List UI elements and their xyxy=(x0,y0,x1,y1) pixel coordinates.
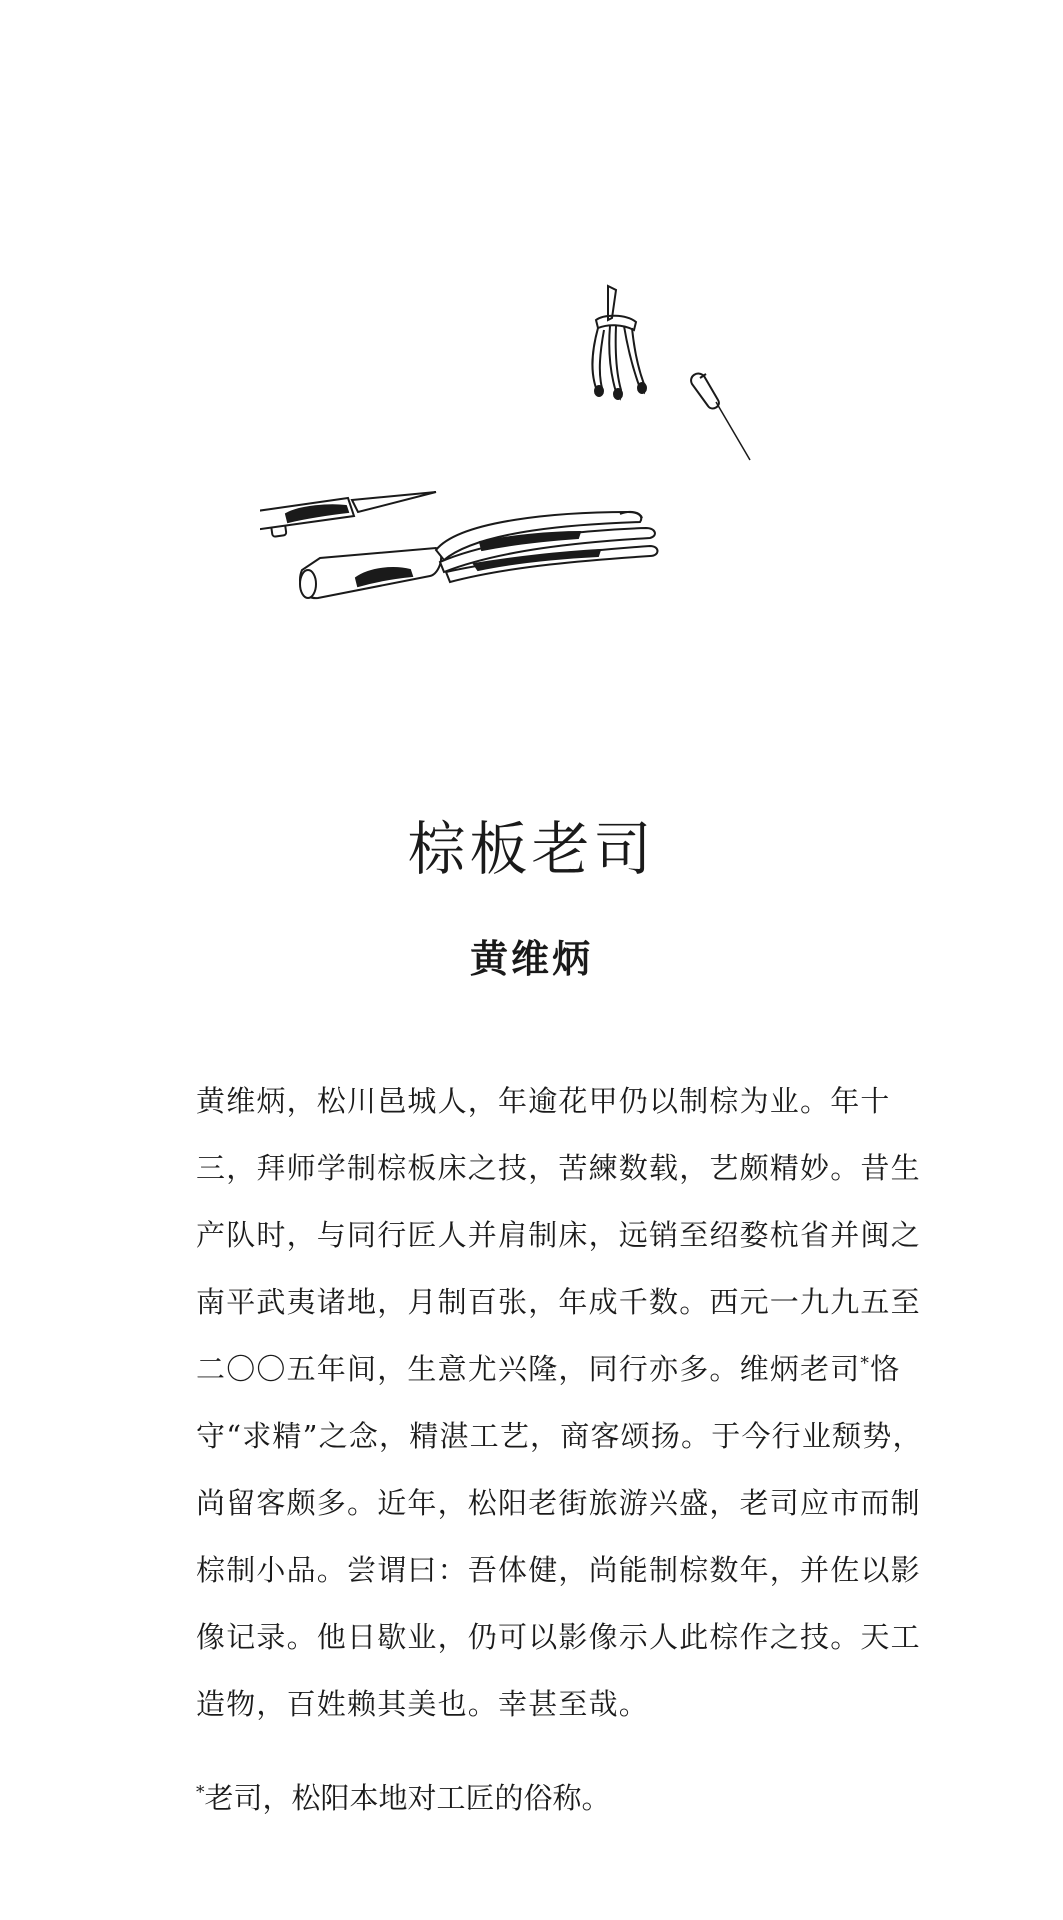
body-line: 造物，百姓赖其美也。幸甚至哉。 xyxy=(196,1687,650,1721)
body-line: 守“求精”之念，精湛工艺，商客颂扬。于今行业颓势， xyxy=(196,1419,923,1453)
footnote-marker: * xyxy=(196,1782,205,1803)
scraper-tool-icon xyxy=(300,512,658,598)
body-line: 棕制小品。尝谓曰：吾体健，尚能制棕数年，并佐以影 xyxy=(196,1553,921,1587)
body-line: 产队时，与同行匠人并肩制床，远销至绍婺杭省并闽之 xyxy=(196,1218,921,1252)
tools-illustration xyxy=(260,260,820,620)
body-line: 黄维炳，松川邑城人，年逾花甲仍以制棕为业。年十 xyxy=(196,1084,891,1118)
body-line-text: 二〇〇五年间，生意尤兴隆，同行亦多。维炳老司 xyxy=(196,1352,861,1386)
page-title: 棕板老司 xyxy=(407,815,656,883)
body-line-text: 恪 xyxy=(870,1352,901,1386)
fork-tool-icon xyxy=(592,286,646,399)
body-line: 像记录。他日歇业，仍可以影像示人此棕作之技。天工 xyxy=(196,1620,921,1654)
footnote-text: 老司，松阳本地对工匠的俗称。 xyxy=(204,1781,611,1815)
article-body xyxy=(196,1068,923,1738)
awl-tool-icon xyxy=(691,374,750,460)
knife-tool-icon xyxy=(260,492,436,537)
footnote-reference-marker: * xyxy=(860,1353,871,1374)
body-line: 南平武夷诸地，月制百张，年成千数。西元一九九五至 xyxy=(196,1285,921,1319)
body-line: 三，拜师学制棕板床之技，苦練数载，艺颇精妙。昔生 xyxy=(196,1151,921,1185)
author-name: 黄维炳 xyxy=(469,936,593,981)
body-line-with-footnote xyxy=(196,1336,901,1403)
body-line: 尚留客颇多。近年，松阳老街旅游兴盛，老司应市而制 xyxy=(196,1486,921,1520)
footnote xyxy=(196,1778,878,1818)
